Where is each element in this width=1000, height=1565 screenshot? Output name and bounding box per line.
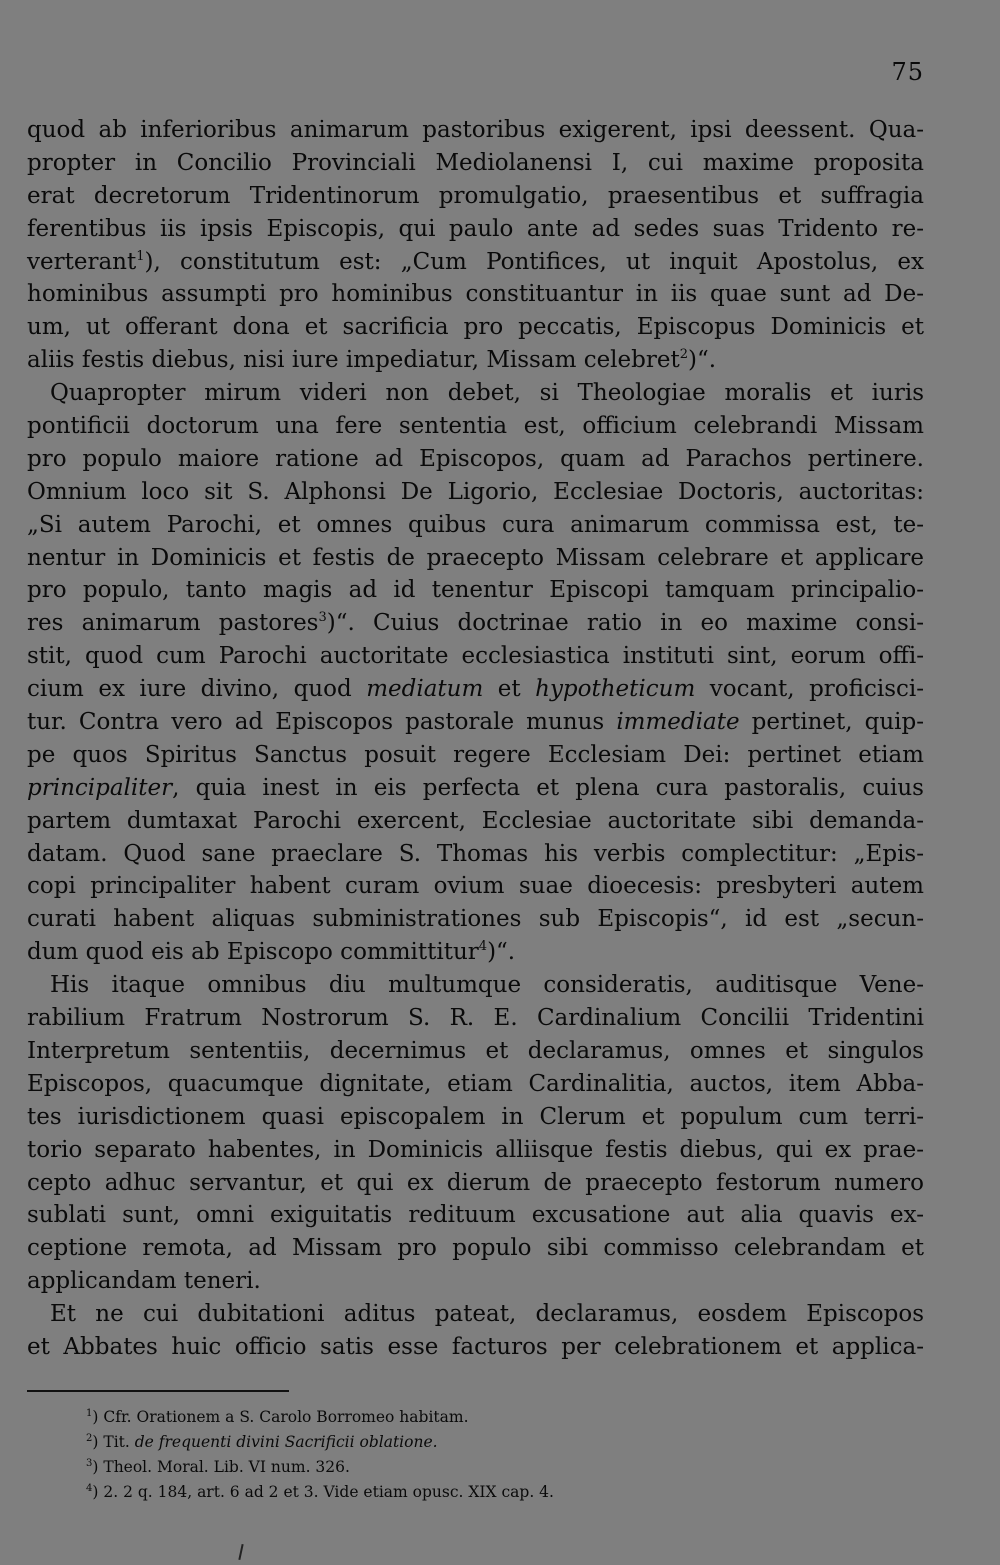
text-run: um, ut offerant dona et sacrificia pro peccatis, Episcopus Dominicis et	[27, 314, 924, 341]
text-line	[27, 377, 924, 410]
text-run: ), constitutum est: „Cum Pontifices, ut inquit Apostolus, ex	[144, 248, 924, 275]
text-run: pro populo maiore ratione ad Episcopos, quam ad Parachos pertinere.	[27, 445, 924, 472]
text-line	[27, 640, 924, 673]
footnote-text: ) Theol. Moral. Lib. VI num. 326.	[92, 1458, 350, 1476]
footnote	[86, 1455, 806, 1480]
footnote	[86, 1405, 806, 1430]
italic-term: immediate	[616, 709, 740, 736]
text-line	[27, 1232, 924, 1265]
text-run: ferentibus iis ipsis Episcopis, qui paulo ante ad sedes suas Tridento re-	[27, 215, 924, 242]
text-run: res animarum pastores	[27, 610, 319, 637]
text-run: pontificii doctorum una fere sententia est, officium celebrandi Missam	[27, 413, 924, 440]
text-line	[27, 114, 924, 147]
text-line	[27, 443, 924, 476]
text-run: et Abbates huic officio satis esse facturos per celebrationem et applica-	[27, 1333, 924, 1360]
text-run: tes iurisdictionem quasi episcopalem in Clerum et populum cum terri-	[27, 1103, 924, 1130]
text-line	[27, 410, 924, 443]
footnote-mark: 2	[86, 1433, 93, 1444]
text-line	[27, 1265, 924, 1298]
text-line	[27, 838, 924, 871]
text-line	[27, 213, 924, 246]
text-line	[27, 969, 924, 1002]
footnote-text: ) Cfr. Orationem a S. Carolo Borromeo habitam.	[92, 1408, 469, 1426]
text-line	[27, 180, 924, 213]
text-run: copi principaliter habent curam ovium suae dioecesis: presbyteri autem	[27, 873, 924, 900]
text-line	[27, 246, 924, 279]
text-line	[27, 509, 924, 542]
italic-term: hypotheticum	[535, 676, 696, 703]
text-line	[27, 607, 924, 640]
text-line	[27, 936, 924, 969]
footnote-mark: 3	[86, 1458, 93, 1469]
text-run: pertinet, quip-	[751, 709, 925, 736]
text-run: pe quos Spiritus Sanctus posuit regere Ecclesiam Dei: pertinet etiam	[27, 741, 924, 768]
footnote	[86, 1430, 806, 1455]
text-run: Et ne cui dubitationi aditus pateat, declaramus, eosdem Episcopos	[50, 1301, 924, 1328]
text-run: sublati sunt, omni exiguitatis redituum excusatione aut alia quavis ex-	[27, 1202, 924, 1229]
text-run: cium ex iure divino, quod	[27, 676, 352, 703]
italic-term: principaliter	[27, 774, 173, 801]
text-line	[27, 574, 924, 607]
text-run: hominibus assumpti pro hominibus constituantur in iis quae sunt ad De-	[27, 281, 924, 308]
text-run: Episcopos, quacumque dignitate, etiam Cardinalitia, auctos, item Abba-	[27, 1070, 924, 1097]
footnote-text: ) 2. 2 q. 184, art. 6 ad 2 et 3. Vide etiam opusc. XIX cap. 4.	[92, 1483, 554, 1501]
text-run: His itaque omnibus diu multumque consideratis, auditisque Vene-	[50, 972, 924, 999]
text-run: propter in Concilio Provinciali Mediolanensi I, cui maxime proposita	[27, 149, 924, 176]
text-run: Omnium loco sit S. Alphonsi De Ligorio, Ecclesiae Doctoris, auctoritas:	[27, 478, 924, 505]
footnotes	[86, 1405, 806, 1505]
text-line	[27, 1002, 924, 1035]
text-line	[27, 1134, 924, 1167]
body-text	[27, 114, 924, 1364]
footnote-divider	[27, 1390, 289, 1392]
text-line	[27, 1298, 924, 1331]
page-number: 75	[891, 58, 924, 86]
text-run: et	[497, 676, 521, 703]
text-run: aliis festis diebus, nisi iure impediatur, Missam celebret	[27, 347, 680, 374]
text-run: cepto adhuc servantur, et qui ex dierum de praecepto festorum numero	[27, 1169, 924, 1196]
footnote-ref: 4	[478, 939, 488, 955]
text-run: pro populo, tanto magis ad id tenentur Episcopi tamquam principalio-	[27, 577, 924, 604]
text-line	[27, 772, 924, 805]
text-line	[27, 739, 924, 772]
text-run: verterant	[27, 248, 137, 275]
text-line	[27, 805, 924, 838]
text-run: Interpretum sententiis, decernimus et declaramus, omnes et singulos	[27, 1037, 924, 1064]
text-run: partem dumtaxat Parochi exercent, Ecclesiae auctoritate sibi demanda-	[27, 807, 924, 834]
text-run: , quia inest in eis perfecta et plena cura pastoralis, cuius	[172, 774, 924, 801]
text-line	[27, 870, 924, 903]
text-run: vocant, proficisci-	[709, 676, 925, 703]
text-run: rabilium Fratrum Nostrorum S. R. E. Cardinalium Concilii Tridentini	[27, 1005, 924, 1032]
text-line	[27, 1167, 924, 1200]
text-line	[27, 1101, 924, 1134]
text-run: stit, quod cum Parochi auctoritate ecclesiastica instituti sint, eorum offi-	[27, 643, 924, 670]
text-run: dum quod eis ab Episcopo committitur	[27, 939, 479, 966]
footnote	[86, 1480, 806, 1505]
text-run: tur. Contra vero ad Episcopos pastorale munus	[27, 709, 605, 736]
text-run: „Si autem Parochi, et omnes quibus cura animarum commissa est, te-	[27, 511, 924, 538]
text-run: torio separato habentes, in Dominicis alliisque festis diebus, qui ex prae-	[27, 1136, 924, 1163]
footnote-ref: 1	[136, 248, 145, 264]
text-run: curati habent aliquas subministrationes sub Episcopis“, id est „secun-	[27, 906, 924, 933]
text-line	[27, 476, 924, 509]
text-line	[27, 1199, 924, 1232]
text-line	[27, 1331, 924, 1364]
footnote-text: ) Tit.	[92, 1433, 130, 1451]
text-run: ceptione remota, ad Missam pro populo sibi commisso celebrandam et	[27, 1235, 924, 1262]
text-line	[27, 1068, 924, 1101]
footnote-ref: 2	[679, 347, 689, 363]
text-line	[27, 542, 924, 575]
text-line	[27, 344, 924, 377]
text-run: applicandam teneri.	[27, 1268, 261, 1295]
text-line	[27, 673, 924, 706]
text-line	[27, 311, 924, 344]
text-line	[27, 278, 924, 311]
text-run: )“. Cuius doctrinae ratio in eo maxime consi-	[326, 610, 924, 637]
text-run: )“.	[487, 939, 516, 966]
footnote-mark: 4	[86, 1483, 93, 1494]
stray-ink-mark	[238, 1544, 243, 1560]
text-run: Quapropter mirum videri non debet, si Theologiae moralis et iuris	[50, 380, 924, 407]
footnote-mark: 1	[86, 1408, 93, 1419]
italic-term: mediatum	[366, 676, 484, 703]
footnote-italic-title: de frequenti divini Sacrificii oblatione.	[134, 1433, 438, 1451]
footnote-ref: 3	[318, 610, 327, 626]
text-line	[27, 147, 924, 180]
text-line	[27, 1035, 924, 1068]
text-run: erat decretorum Tridentinorum promulgatio, praesentibus et suffragia	[27, 182, 924, 209]
text-run: quod ab inferioribus animarum pastoribus exigerent, ipsi deessent. Qua-	[27, 117, 924, 143]
text-run: )“.	[688, 347, 717, 374]
text-line	[27, 903, 924, 936]
text-line	[27, 706, 924, 739]
text-run: datam. Quod sane praeclare S. Thomas his verbis complectitur: „Epis-	[27, 840, 924, 867]
text-run: nentur in Dominicis et festis de praecepto Missam celebrare et applicare	[27, 544, 924, 571]
